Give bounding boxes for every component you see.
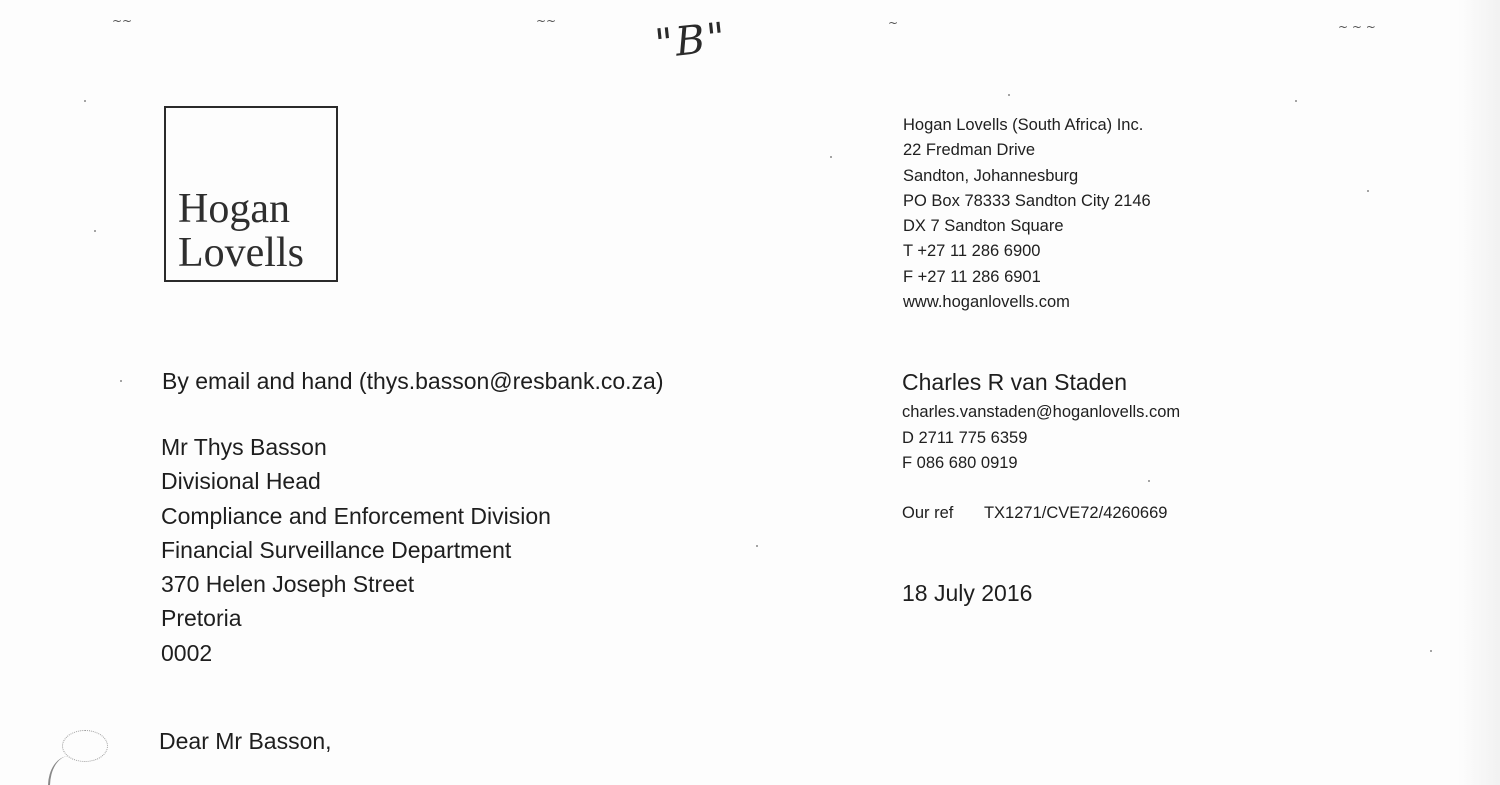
firm-dx: DX 7 Sandton Square [903, 217, 1064, 236]
letter-date: 18 July 2016 [902, 580, 1033, 606]
sender-direct-line: D 2711 775 6359 [902, 428, 1028, 447]
firm-telephone: T +27 11 286 6900 [903, 242, 1041, 261]
scan-artifact: ~~ [112, 14, 133, 28]
recipient-address-block [161, 430, 551, 670]
recipient-city: Pretoria [161, 605, 242, 632]
scan-artifact: ~ [888, 16, 899, 30]
hogan-lovells-logo [164, 106, 338, 282]
firm-po-box: PO Box 78333 Sandton City 2146 [903, 191, 1151, 210]
scan-speck [84, 100, 86, 102]
firm-address-block [903, 113, 1151, 315]
scan-edge-shadow [1458, 0, 1500, 785]
scan-speck [94, 230, 96, 232]
firm-fax: F +27 11 286 6901 [903, 267, 1041, 286]
scan-speck [756, 545, 758, 547]
scan-speck [1367, 190, 1369, 192]
firm-name: Hogan Lovells (South Africa) Inc. [903, 116, 1144, 134]
recipient-division: Compliance and Enforcement Division [161, 502, 551, 529]
scan-artifact: ~~ [536, 14, 557, 28]
recipient-department: Financial Surveillance Department [161, 536, 512, 563]
firm-website: www.hoganlovells.com [903, 293, 1070, 312]
sender-name: Charles R van Staden [902, 369, 1128, 395]
logo-line-1: Hogan [178, 186, 290, 232]
scan-artifact: ~ ~ ~ [1338, 20, 1376, 34]
scan-speck [1148, 480, 1150, 482]
reference-value: TX1271/CVE72/4260669 [983, 504, 1168, 522]
sender-email: charles.vanstaden@hoganlovells.com [902, 403, 1181, 421]
logo-line-2: Lovells [178, 230, 304, 276]
recipient-street: 370 Helen Joseph Street [161, 571, 415, 598]
firm-street: 22 Fredman Drive [903, 141, 1036, 160]
delivery-method-line: By email and hand (thys.basson@resbank.co.za) [162, 368, 664, 394]
sender-contact-block [902, 400, 1180, 477]
reference-label: Our ref [902, 504, 954, 522]
scan-speck [830, 156, 832, 158]
scan-speck [1430, 650, 1432, 652]
recipient-postal-code: 0002 [161, 639, 213, 666]
scan-speck [1008, 94, 1010, 96]
reference-line [902, 504, 1167, 523]
salutation: Dear Mr Basson, [159, 728, 332, 754]
recipient-name: Mr Thys Basson [161, 434, 327, 460]
scan-speck [120, 380, 122, 382]
firm-city: Sandton, Johannesburg [903, 166, 1079, 185]
recipient-title: Divisional Head [161, 468, 321, 495]
handwritten-exhibit-mark: "B" [652, 14, 730, 68]
scan-speck [1295, 100, 1297, 102]
sender-fax: F 086 680 0919 [902, 454, 1018, 472]
